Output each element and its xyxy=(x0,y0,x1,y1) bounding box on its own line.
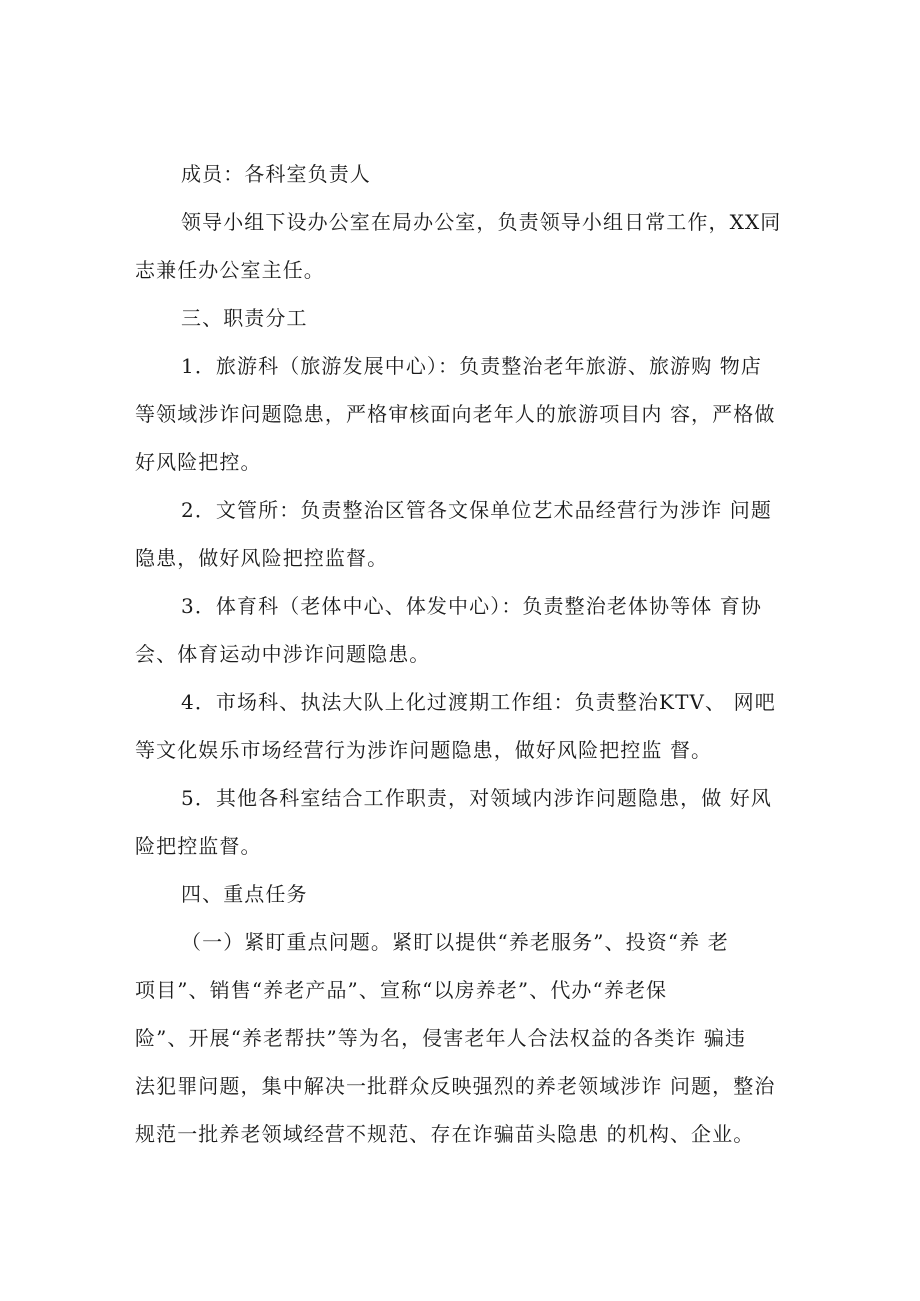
text-line: 规范一批养老领域经营不规范、存在诈骗苗头隐患 的机构、企业。 xyxy=(135,1122,755,1146)
section-heading-key-tasks: 四、重点任务 xyxy=(181,882,308,906)
text-line: （一）紧盯重点问题。紧盯以提供“养老服务”、投资“养 老 xyxy=(181,930,729,954)
text-line: 项目”、销售“养老产品”、宣称“以房养老”、代办“养老保 xyxy=(135,978,668,1002)
text-line: 等文化娱乐市场经营行为涉诈问题隐患，做好风险把控监 督。 xyxy=(135,738,713,762)
text-line-members: 成员：各科室负责人 xyxy=(181,162,371,186)
text-line: 险”、开展“养老帮扶”等为名，侵害老年人合法权益的各类诈 骗违 xyxy=(135,1026,747,1050)
text-line: 等领域涉诈问题隐患，严格审核面向老年人的旅游项目内 容，严格做 xyxy=(135,402,776,426)
text-line: 领导小组下设办公室在局办公室，负责领导小组日常工作，XX同 xyxy=(181,210,782,234)
text-line: 隐患，做好风险把控监督。 xyxy=(135,546,389,570)
text-line: 法犯罪问题，集中解决一批群众反映强烈的养老领域涉诈 问题，整治 xyxy=(135,1074,776,1098)
text-line: 险把控监督。 xyxy=(135,834,262,858)
text-line: 4．市场科、执法大队上化过渡期工作组：负责整治KTV、 网吧 xyxy=(181,690,776,714)
text-line: 3．体育科（老体中心、体发中心）：负责整治老体协等体 育协 xyxy=(181,594,762,618)
text-line: 好风险把控。 xyxy=(135,450,262,474)
text-line: 5．其他各科室结合工作职责，对领域内涉诈问题隐患，做 好风 xyxy=(181,786,772,810)
section-heading-duties: 三、职责分工 xyxy=(181,306,308,330)
text-line: 2．文管所：负责整治区管各文保单位艺术品经营行为涉诈 问题 xyxy=(181,498,772,522)
text-line: 志兼任办公室主任。 xyxy=(135,258,325,282)
text-line: 1．旅游科（旅游发展中心）：负责整治老年旅游、旅游购 物店 xyxy=(181,354,762,378)
text-line: 会、体育运动中涉诈问题隐患。 xyxy=(135,642,431,666)
